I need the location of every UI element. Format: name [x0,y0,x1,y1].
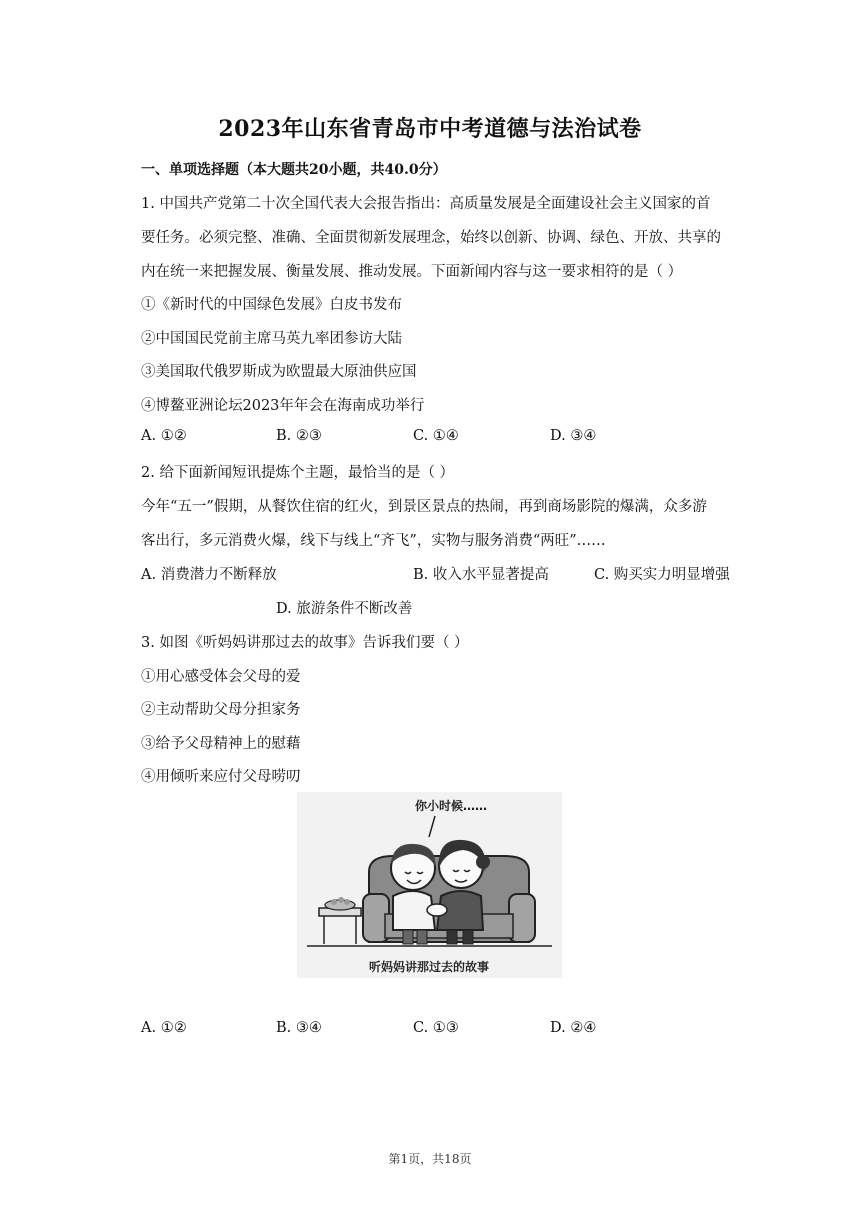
q3-option-b[interactable]: B. ③④ [276,1020,322,1036]
q3-item-4: ④用倾听来应付父母唠叨 [141,769,301,785]
section-heading: 一、单项选择题（本大题共20小题，共40.0分） [141,162,447,178]
q2-material-line-1: 今年“五一”假期，从餐饮住宿的红火，到景区景点的热闹，再到商场影院的爆满，众多游 [141,499,707,515]
speech-bubble-text: 你小时候…… [415,799,488,813]
q3-option-d[interactable]: D. ②④ [550,1020,597,1036]
q2-material-line-2: 客出行，多元消费火爆，线下与线上“齐飞”，实物与服务消费“两旺”…… [141,533,606,549]
q3-option-a[interactable]: A. ①② [141,1020,187,1036]
cartoon-caption: 听妈妈讲那过去的故事 [368,960,490,974]
q1-item-1: ①《新时代的中国绿色发展》白皮书发布 [141,297,402,313]
q2-option-d[interactable]: D. 旅游条件不断改善 [276,601,413,617]
q3-stem: 3. 如图《听妈妈讲那过去的故事》告诉我们要（ ） [141,635,469,651]
q1-stem-line-2: 要任务。必须完整、准确、全面贯彻新发展理念，始终以创新、协调、绿色、开放、共享的 [141,230,721,246]
q2-option-a[interactable]: A. 消费潜力不断释放 [141,567,277,583]
cartoon-illustration [297,792,562,978]
exam-title: 2023年山东省青岛市中考道德与法治试卷 [218,116,642,142]
q1-item-4: ④博鳌亚洲论坛2023年年会在海南成功举行 [141,398,425,414]
q2-option-b[interactable]: B. 收入水平显著提高 [413,567,549,583]
q2-stem: 2. 给下面新闻短讯提炼个主题，最恰当的是（ ） [141,465,455,481]
q3-option-c[interactable]: C. ①③ [413,1020,459,1036]
q1-item-2: ②中国国民党前主席马英九率团参访大陆 [141,331,402,347]
page-number: 第1页，共18页 [388,1152,472,1166]
q2-option-c[interactable]: C. 购买实力明显增强 [594,567,730,583]
q1-option-c[interactable]: C. ①④ [413,428,459,444]
q1-option-a[interactable]: A. ①② [141,428,187,444]
q1-option-b[interactable]: B. ②③ [276,428,322,444]
q1-item-3: ③美国取代俄罗斯成为欧盟最大原油供应国 [141,364,417,380]
q3-item-3: ③给予父母精神上的慰藉 [141,736,301,752]
q3-item-1: ①用心感受体会父母的爱 [141,669,301,685]
q1-stem-line-1: 1. 中国共产党第二十次全国代表大会报告指出：高质量发展是全面建设社会主义国家的首 [141,196,711,212]
q3-item-2: ②主动帮助父母分担家务 [141,702,301,718]
q1-option-d[interactable]: D. ③④ [550,428,597,444]
q1-stem-line-3: 内在统一来把握发展、衡量发展、推动发展。下面新闻内容与这一要求相符的是（ ） [141,264,683,280]
